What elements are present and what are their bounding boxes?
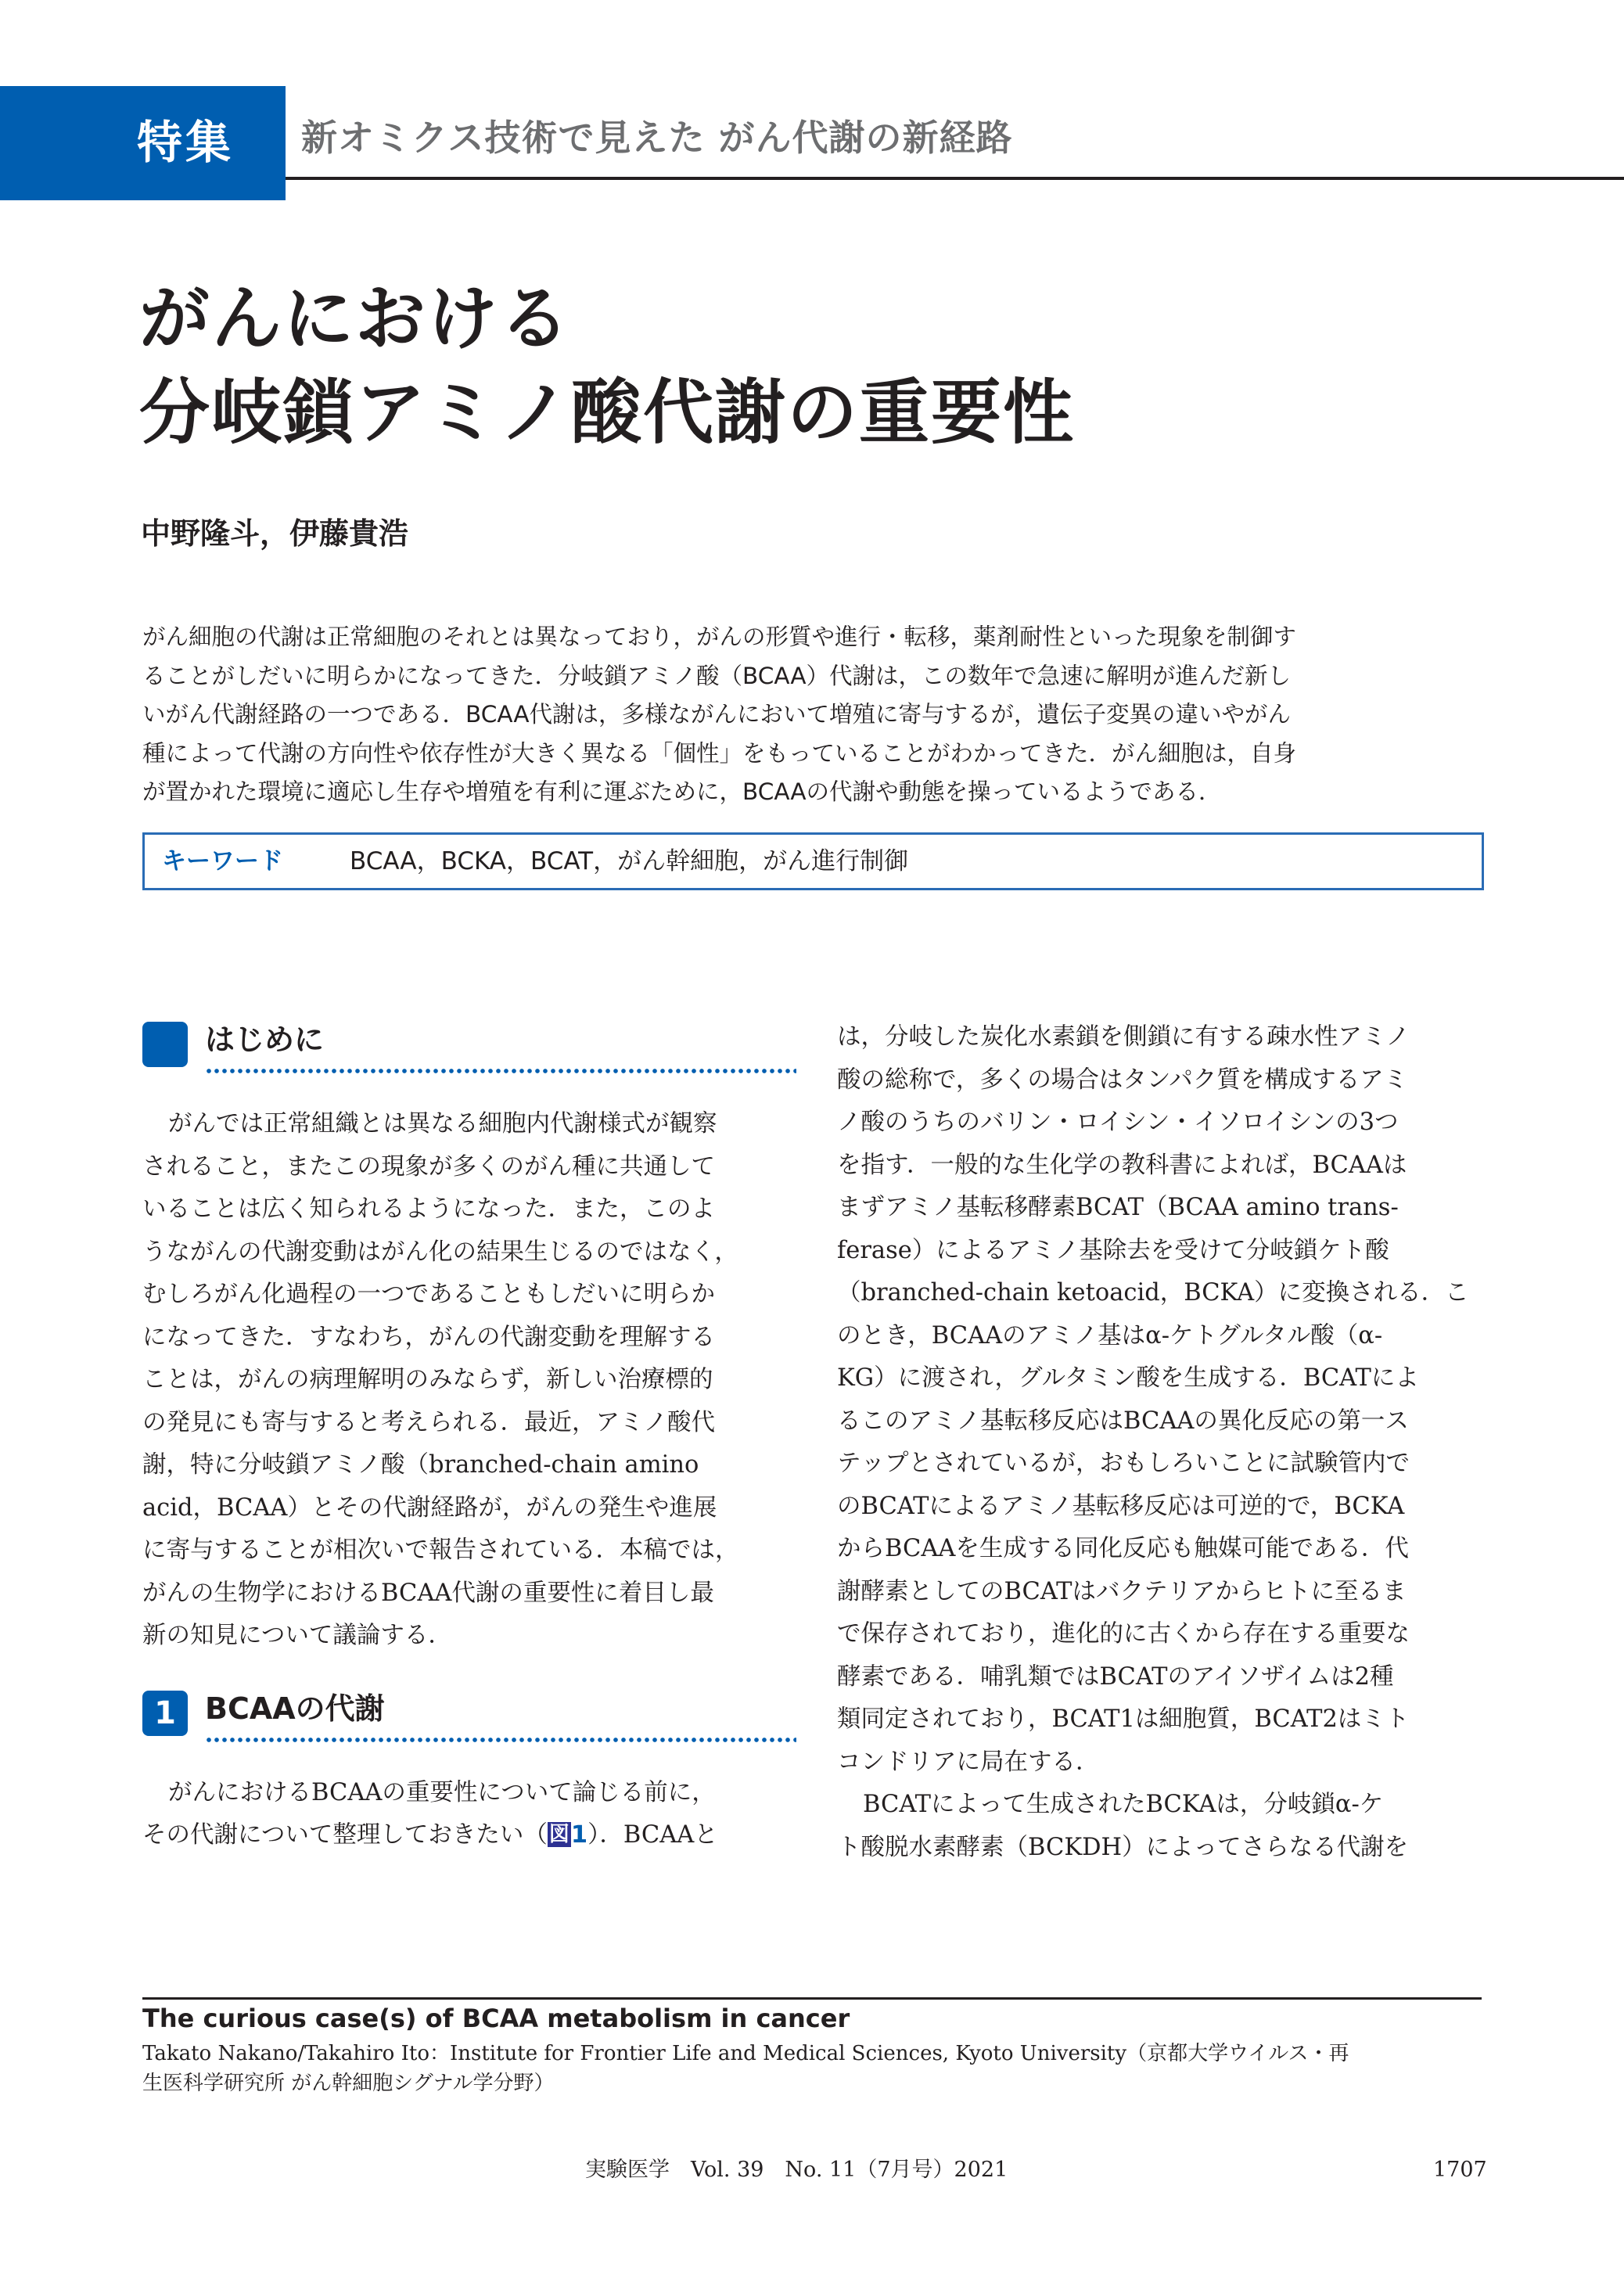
body-line: されること，またこの現象が多くのがん種に共通して — [142, 1152, 715, 1181]
keyword-label: キーワード — [162, 847, 283, 875]
article-title — [139, 272, 1075, 460]
header-rule — [286, 177, 1624, 180]
body-line: 謝酵素としてのBCATはバクテリアからヒトに至るま — [837, 1577, 1407, 1605]
affiliation-line: 生医科学研究所 がん幹細胞シグナル学分野） — [142, 2072, 555, 2095]
body-line: BCATによって生成されたBCKAは，分岐鎖α-ケ — [863, 1791, 1384, 1818]
page-number: 1707 — [1433, 2158, 1487, 2182]
body-line: うながんの代謝変動はがん化の結果生じるのではなく， — [142, 1238, 738, 1266]
body-line: acid，BCAA）とその代謝経路が，がんの発生や進展 — [142, 1493, 717, 1522]
authors: 中野隆斗，伊藤貴浩 — [141, 516, 409, 551]
body-line: KG）に渡され，グルタミン酸を生成する．BCATによ — [837, 1364, 1419, 1392]
body-line: 謝，特に分岐鎖アミノ酸（branched-chain amino — [142, 1451, 699, 1479]
body-line: の発見にも寄与すると考えられる．最近，アミノ酸代 — [142, 1408, 715, 1436]
body-line: ことは，がんの病理解明のみならず，新しい治療標的 — [142, 1366, 713, 1393]
section-heading-1 — [142, 1686, 785, 1741]
keyword-values: BCAA，BCKA，BCAT，がん幹細胞，がん進行制御 — [350, 847, 909, 875]
body-line: テップとされているが，おもしろいことに試験管内で — [837, 1450, 1410, 1477]
body-line: ト酸脱水素酵素（BCKDH）によってさらなる代謝を — [837, 1833, 1409, 1861]
body-line: コンドリアに局在する． — [837, 1748, 1100, 1776]
feature-band — [0, 86, 286, 200]
figure-glyph: 図 — [548, 1823, 569, 1846]
body-line: ferase）によるアミノ基除去を受けて分岐鎖ケト酸 — [837, 1236, 1389, 1264]
figure-number: 1 — [570, 1821, 588, 1849]
body-line: は，分岐した炭化水素鎖を側鎖に有する疎水性アミノ — [837, 1023, 1410, 1051]
body-line: 酵素である．哺乳類ではBCATのアイソザイムは2種 — [837, 1662, 1394, 1691]
affiliation — [142, 2039, 1482, 2098]
body-line: ノ酸のうちのバリン・ロイシン・イソロイシンの3つ — [837, 1109, 1399, 1136]
affiliation-line: Takato Nakano/Takahiro Ito：Institute for Frontier Life and Medical Sciences, Kyoto University（京都大学ウイルス・再 — [142, 2042, 1349, 2065]
dotted-rule — [205, 1069, 796, 1073]
body-line: のBCATによるアミノ基転移反応は可逆的で，BCKA — [837, 1492, 1405, 1520]
series-title: 新オミクス技術で見えた がん代謝の新経路 — [301, 117, 1013, 159]
body-line: がんにおけるBCAAの重要性について論じる前に， — [168, 1778, 716, 1806]
abstract — [142, 618, 1482, 812]
section-marker-square-icon — [142, 1022, 188, 1067]
body-line: を指す．一般的な生化学の教科書によれば，BCAAは — [837, 1151, 1407, 1179]
abstract-line: 種によって代謝の方向性や依存性が大きく異なる「個性」をもっていることがわかってきた．がん細胞は，自身 — [142, 739, 1297, 767]
body-text: ）．BCAAと — [587, 1821, 718, 1849]
keyword-box — [142, 832, 1484, 890]
body-line: のとき，BCAAのアミノ基はα-ケトグルタル酸（α- — [837, 1321, 1383, 1350]
body-line — [142, 1814, 785, 1857]
body-line: になってきた．すなわち，がんの代謝変動を理解する — [142, 1323, 715, 1351]
title-line: 分岐鎖アミノ酸代謝の重要性 — [139, 372, 1075, 454]
abstract-line: ることがしだいに明らかになってきた．分岐鎖アミノ酸（BCAA）代謝は，この数年で急速に解明が進んだ新し — [142, 662, 1291, 689]
section-number-badge: 1 — [142, 1691, 188, 1736]
section-heading-intro — [142, 1017, 785, 1072]
body-line: からBCAAを生成する同化反応も触媒可能である．代 — [837, 1535, 1409, 1562]
left-column — [142, 1017, 785, 1857]
feature-label: 特集 — [136, 116, 234, 169]
body-line: むしろがん化過程の一つであることもしだいに明らか — [142, 1281, 715, 1308]
body-line: いることは広く知られるようになった．また，このよ — [142, 1195, 715, 1223]
body-line: 酸の総称で，多くの場合はタンパク質を構成するアミ — [837, 1066, 1408, 1094]
figure-1-link[interactable] — [548, 1821, 587, 1849]
body-line: がんの生物学におけるBCAA代謝の重要性に着目し最 — [142, 1579, 714, 1607]
body-line: がんでは正常組織とは異なる細胞内代謝様式が観察 — [168, 1110, 717, 1138]
section-title: はじめに — [205, 1023, 325, 1057]
abstract-line: がん細胞の代謝は正常細胞のそれとは異なっており，がんの形質や進行・転移，薬剤耐性といった現象を制御す — [142, 624, 1297, 650]
footer-rule — [142, 1997, 1482, 2000]
english-title: The curious case(s) of BCAA metabolism in cancer — [142, 2004, 850, 2033]
body-line: 類同定されており，BCAT1は細胞質，BCAT2はミト — [837, 1705, 1410, 1733]
body-text: その代謝について整理しておきたい（ — [142, 1821, 548, 1849]
section-title: BCAAの代謝 — [205, 1691, 385, 1726]
body-line: 新の知見について議論する． — [142, 1622, 452, 1649]
body-line: に寄与することが相次いで報告されている．本稿では， — [142, 1536, 739, 1564]
body-line: るこのアミノ基転移反応はBCAAの異化反応の第一ス — [837, 1407, 1409, 1435]
abstract-line: が置かれた環境に適応し生存や増殖を有利に運ぶために，BCAAの代謝や動態を操っているようである． — [142, 778, 1222, 805]
title-line: がんにおける — [139, 278, 571, 360]
body-line: まずアミノ基転移酵素BCAT（BCAA amino trans- — [837, 1194, 1399, 1221]
abstract-line: いがん代謝経路の一つである．BCAA代謝は，多様ながんにおいて増殖に寄与するが，遺伝子変異の違いやがん — [142, 701, 1292, 728]
body-line: （branched-chain ketoacid，BCKA）に変換される．こ — [837, 1279, 1469, 1306]
right-column — [837, 1016, 1480, 1869]
dotted-rule — [205, 1738, 796, 1742]
journal-citation: 実験医学 Vol. 39 No. 11（7月号）2021 — [585, 2158, 1008, 2182]
body-line: で保存されており，進化的に古くから存在する重要な — [837, 1620, 1410, 1648]
